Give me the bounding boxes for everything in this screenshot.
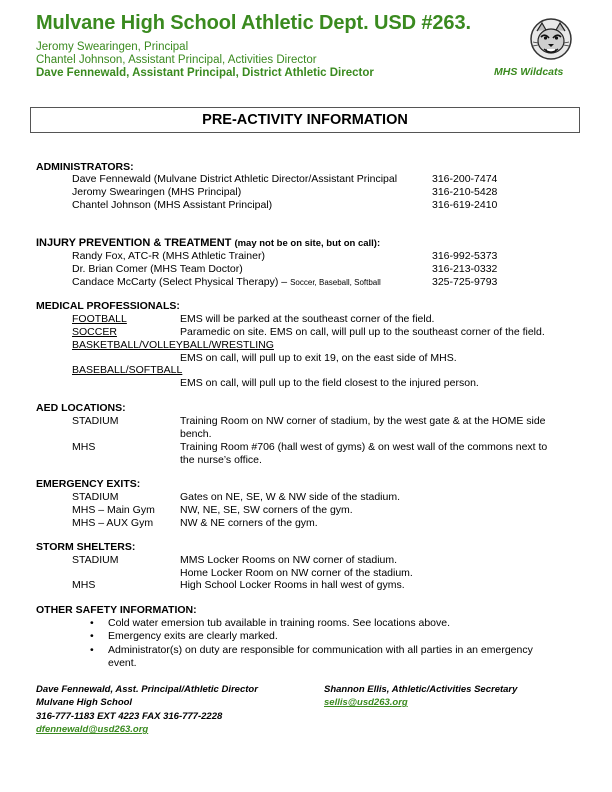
- admin-phone: 316-619-2410: [432, 199, 498, 211]
- baseball-softball-label: BASEBALL/SOFTBALL: [72, 364, 183, 376]
- exit-label: MHS – Main Gym: [72, 504, 155, 516]
- footer-secretary-email[interactable]: sellis@usd263.org: [324, 697, 408, 708]
- other-safety-heading: OTHER SAFETY INFORMATION:: [36, 604, 197, 616]
- admin-name: Dave Fennewald (Mulvane District Athletic Director/Assistant Principal: [72, 173, 398, 185]
- aed-mhs-text: Training Room #706 (hall west of gyms) & on west wall of the commons next to: [180, 441, 548, 453]
- administrators-heading: ADMINISTRATORS:: [36, 161, 134, 173]
- aed-stadium-text: Training Room on NW corner of stadium, by the west gate & at the HOME side: [180, 415, 546, 427]
- injury-phone: 316-992-5373: [432, 250, 498, 262]
- shelter-mhs-label: MHS: [72, 579, 96, 591]
- shelter-stadium-text-2: Home Locker Room on NW corner of the stadium.: [180, 567, 413, 579]
- footer-director-email[interactable]: dfennewald@usd263.org: [36, 724, 149, 735]
- injury-name: Dr. Brian Comer (MHS Team Doctor): [72, 263, 243, 275]
- safety-bullet: • Cold water emersion tub available in training rooms. See locations above.: [108, 617, 548, 630]
- assistant-principal-line: Chantel Johnson, Assistant Principal, Activities Director: [36, 54, 317, 66]
- admin-name: Jeromy Swearingen (MHS Principal): [72, 186, 242, 198]
- shelter-stadium-label: STADIUM: [72, 554, 119, 566]
- shelter-mhs-text: High School Locker Rooms in hall west of gyms.: [180, 579, 405, 591]
- injury-heading: [36, 237, 380, 249]
- footer-school: Mulvane High School: [36, 697, 133, 708]
- safety-bullet: • Emergency exits are clearly marked.: [108, 630, 548, 643]
- football-label: FOOTBALL: [72, 313, 127, 325]
- mhs-wildcats-label: MHS Wildcats: [494, 66, 564, 78]
- shelter-stadium-text: MMS Locker Rooms on NW corner of stadium.: [180, 554, 398, 566]
- exit-label: MHS – AUX Gym: [72, 517, 154, 529]
- shelters-heading: STORM SHELTERS:: [36, 541, 136, 553]
- athletic-director-line: Dave Fennewald, Assistant Principal, District Athletic Director: [36, 67, 374, 79]
- injury-sports-note: Soccer, Baseball, Softball: [290, 278, 381, 287]
- injury-name: [72, 276, 381, 288]
- admin-phone: 316-200-7474: [432, 173, 498, 185]
- footer-director: Dave Fennewald, Asst. Principal/Athletic Director: [36, 684, 258, 695]
- soccer-label: SOCCER: [72, 326, 117, 338]
- baseball-softball-text: EMS on call, will pull up to the field closest to the injured person.: [180, 377, 479, 389]
- aed-stadium-text-cont: bench.: [180, 428, 212, 440]
- injury-heading-text: INJURY PREVENTION & TREATMENT: [36, 237, 232, 249]
- admin-phone: 316-210-5428: [432, 186, 498, 198]
- injury-name: Randy Fox, ATC-R (MHS Athletic Trainer): [72, 250, 265, 262]
- aed-heading: AED LOCATIONS:: [36, 402, 126, 414]
- aed-stadium-label: STADIUM: [72, 415, 119, 427]
- exits-heading: EMERGENCY EXITS:: [36, 478, 141, 490]
- footer-secretary: Shannon Ellis, Athletic/Activities Secretary: [324, 684, 518, 695]
- injury-phone: 316-213-0332: [432, 263, 498, 275]
- footer-phone-fax: 316-777-1183 EXT 4223 FAX 316-777-2228: [36, 711, 223, 722]
- football-text: EMS will be parked at the southeast corner of the field.: [180, 313, 435, 325]
- injury-heading-note: (may not be on site, but on call):: [234, 238, 381, 249]
- exit-text: Gates on NE, SE, W & NW side of the stadium.: [180, 491, 400, 503]
- aed-mhs-label: MHS: [72, 441, 96, 453]
- exit-text: NW & NE corners of the gym.: [180, 517, 318, 529]
- medical-heading: MEDICAL PROFESSIONALS:: [36, 300, 180, 312]
- page-title-box: [30, 107, 580, 133]
- exit-text: NW, NE, SE, SW corners of the gym.: [180, 504, 353, 516]
- safety-bullet: • Administrator(s) on duty are responsible for communication with all parties in an emergency event.: [108, 644, 548, 669]
- injury-name-text: Candace McCarty (Select Physical Therapy) –: [72, 276, 288, 288]
- injury-phone: 325-725-9793: [432, 276, 498, 288]
- school-title: Mulvane High School Athletic Dept. USD #263.: [36, 12, 471, 34]
- aed-mhs-text-cont: the nurse’s office.: [180, 454, 262, 466]
- page-title: PRE-ACTIVITY INFORMATION: [202, 112, 408, 128]
- soccer-text: Paramedic on site. EMS on call, will pull up to the southeast corner of the field.: [180, 326, 545, 338]
- admin-name: Chantel Johnson (MHS Assistant Principal): [72, 199, 273, 211]
- bvw-text: EMS on call, will pull up to exit 19, on the east side of MHS.: [180, 352, 457, 364]
- exit-label: STADIUM: [72, 491, 119, 503]
- bvw-label: BASKETBALL/VOLLEYBALL/WRESTLING: [72, 339, 274, 351]
- principal-line: Jeromy Swearingen, Principal: [36, 41, 189, 53]
- wildcat-mascot-logo-icon: [529, 17, 573, 61]
